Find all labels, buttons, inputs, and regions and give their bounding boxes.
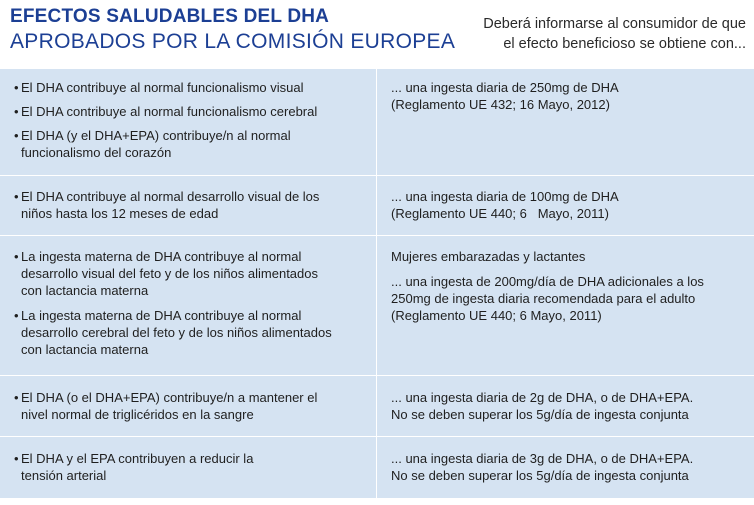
table-row bbox=[0, 375, 754, 437]
consumer-note-line-2: el efecto beneficioso se obtiene con... bbox=[503, 36, 746, 52]
title-line-1: EFECTOS SALUDABLES DEL DHA bbox=[10, 6, 330, 27]
claim-item: • El DHA (y el DHA+EPA) contribuye/n al normal funcionalismo del corazón bbox=[14, 128, 291, 160]
consumer-note bbox=[426, 14, 746, 54]
condition-line: 250mg de ingesta diaria recomendada para el adulto bbox=[391, 291, 696, 306]
claim-item: • La ingesta materna de DHA contribuye al normal desarrollo cerebral del feto y de los niños alimentados con lactancia materna bbox=[14, 308, 332, 357]
claim-item: • El DHA (o el DHA+EPA) contribuye/n a mantener el nivel normal de triglicéridos en la sangre bbox=[14, 390, 318, 422]
claim-item: • El DHA contribuye al normal funcionalismo visual bbox=[14, 80, 304, 95]
condition-line: ... una ingesta diaria de 2g de DHA, o de DHA+EPA. bbox=[391, 390, 694, 405]
condition-line: (Reglamento UE 432; 16 Mayo, 2012) bbox=[391, 97, 610, 112]
condition-line: (Reglamento UE 440; 6 Mayo, 2011) bbox=[391, 308, 602, 323]
condition-line: ... una ingesta diaria de 100mg de DHA bbox=[391, 189, 619, 204]
conditions-cell bbox=[377, 376, 754, 437]
condition-line: No se deben superar los 5g/día de ingesta conjunta bbox=[391, 468, 689, 483]
header bbox=[0, 0, 754, 68]
conditions-cell bbox=[377, 437, 754, 499]
condition-line: ... una ingesta de 200mg/día de DHA adicionales a los bbox=[391, 274, 704, 289]
consumer-note-line-1: Deberá informarse al consumidor de que bbox=[483, 16, 746, 32]
claims-cell bbox=[0, 69, 377, 176]
conditions-cell bbox=[377, 236, 754, 376]
claim-item: • El DHA contribuye al normal funcionalismo cerebral bbox=[14, 104, 318, 119]
condition-line: (Reglamento UE 440; 6 Mayo, 2011) bbox=[391, 206, 609, 221]
claims-cell bbox=[0, 376, 377, 437]
conditions-cell bbox=[377, 69, 754, 176]
claim-item: • La ingesta materna de DHA contribuye al normal desarrollo visual del feto y de los niños alimentados con lactancia materna bbox=[14, 249, 319, 298]
claims-cell bbox=[0, 176, 377, 236]
claim-item: • El DHA y el EPA contribuyen a reducir la tensión arterial bbox=[14, 451, 254, 483]
table-row bbox=[0, 68, 754, 176]
table-row bbox=[0, 235, 754, 376]
claims-cell bbox=[0, 437, 377, 499]
table-row bbox=[0, 175, 754, 236]
table-row bbox=[0, 436, 754, 499]
condition-line: ... una ingesta diaria de 250mg de DHA bbox=[391, 80, 619, 95]
condition-line: ... una ingesta diaria de 3g de DHA, o de DHA+EPA. bbox=[391, 451, 694, 466]
conditions-cell bbox=[377, 176, 754, 236]
claims-table bbox=[0, 68, 754, 498]
claim-item: • El DHA contribuye al normal desarrollo visual de los niños hasta los 12 meses de edad bbox=[14, 189, 320, 221]
conditions-heading: Mujeres embarazadas y lactantes bbox=[391, 249, 586, 264]
title-line-2: APROBADOS POR LA COMISIÓN EUROPEA bbox=[10, 30, 456, 53]
condition-line: No se deben superar los 5g/día de ingesta conjunta bbox=[391, 407, 689, 422]
claims-cell bbox=[0, 236, 377, 376]
